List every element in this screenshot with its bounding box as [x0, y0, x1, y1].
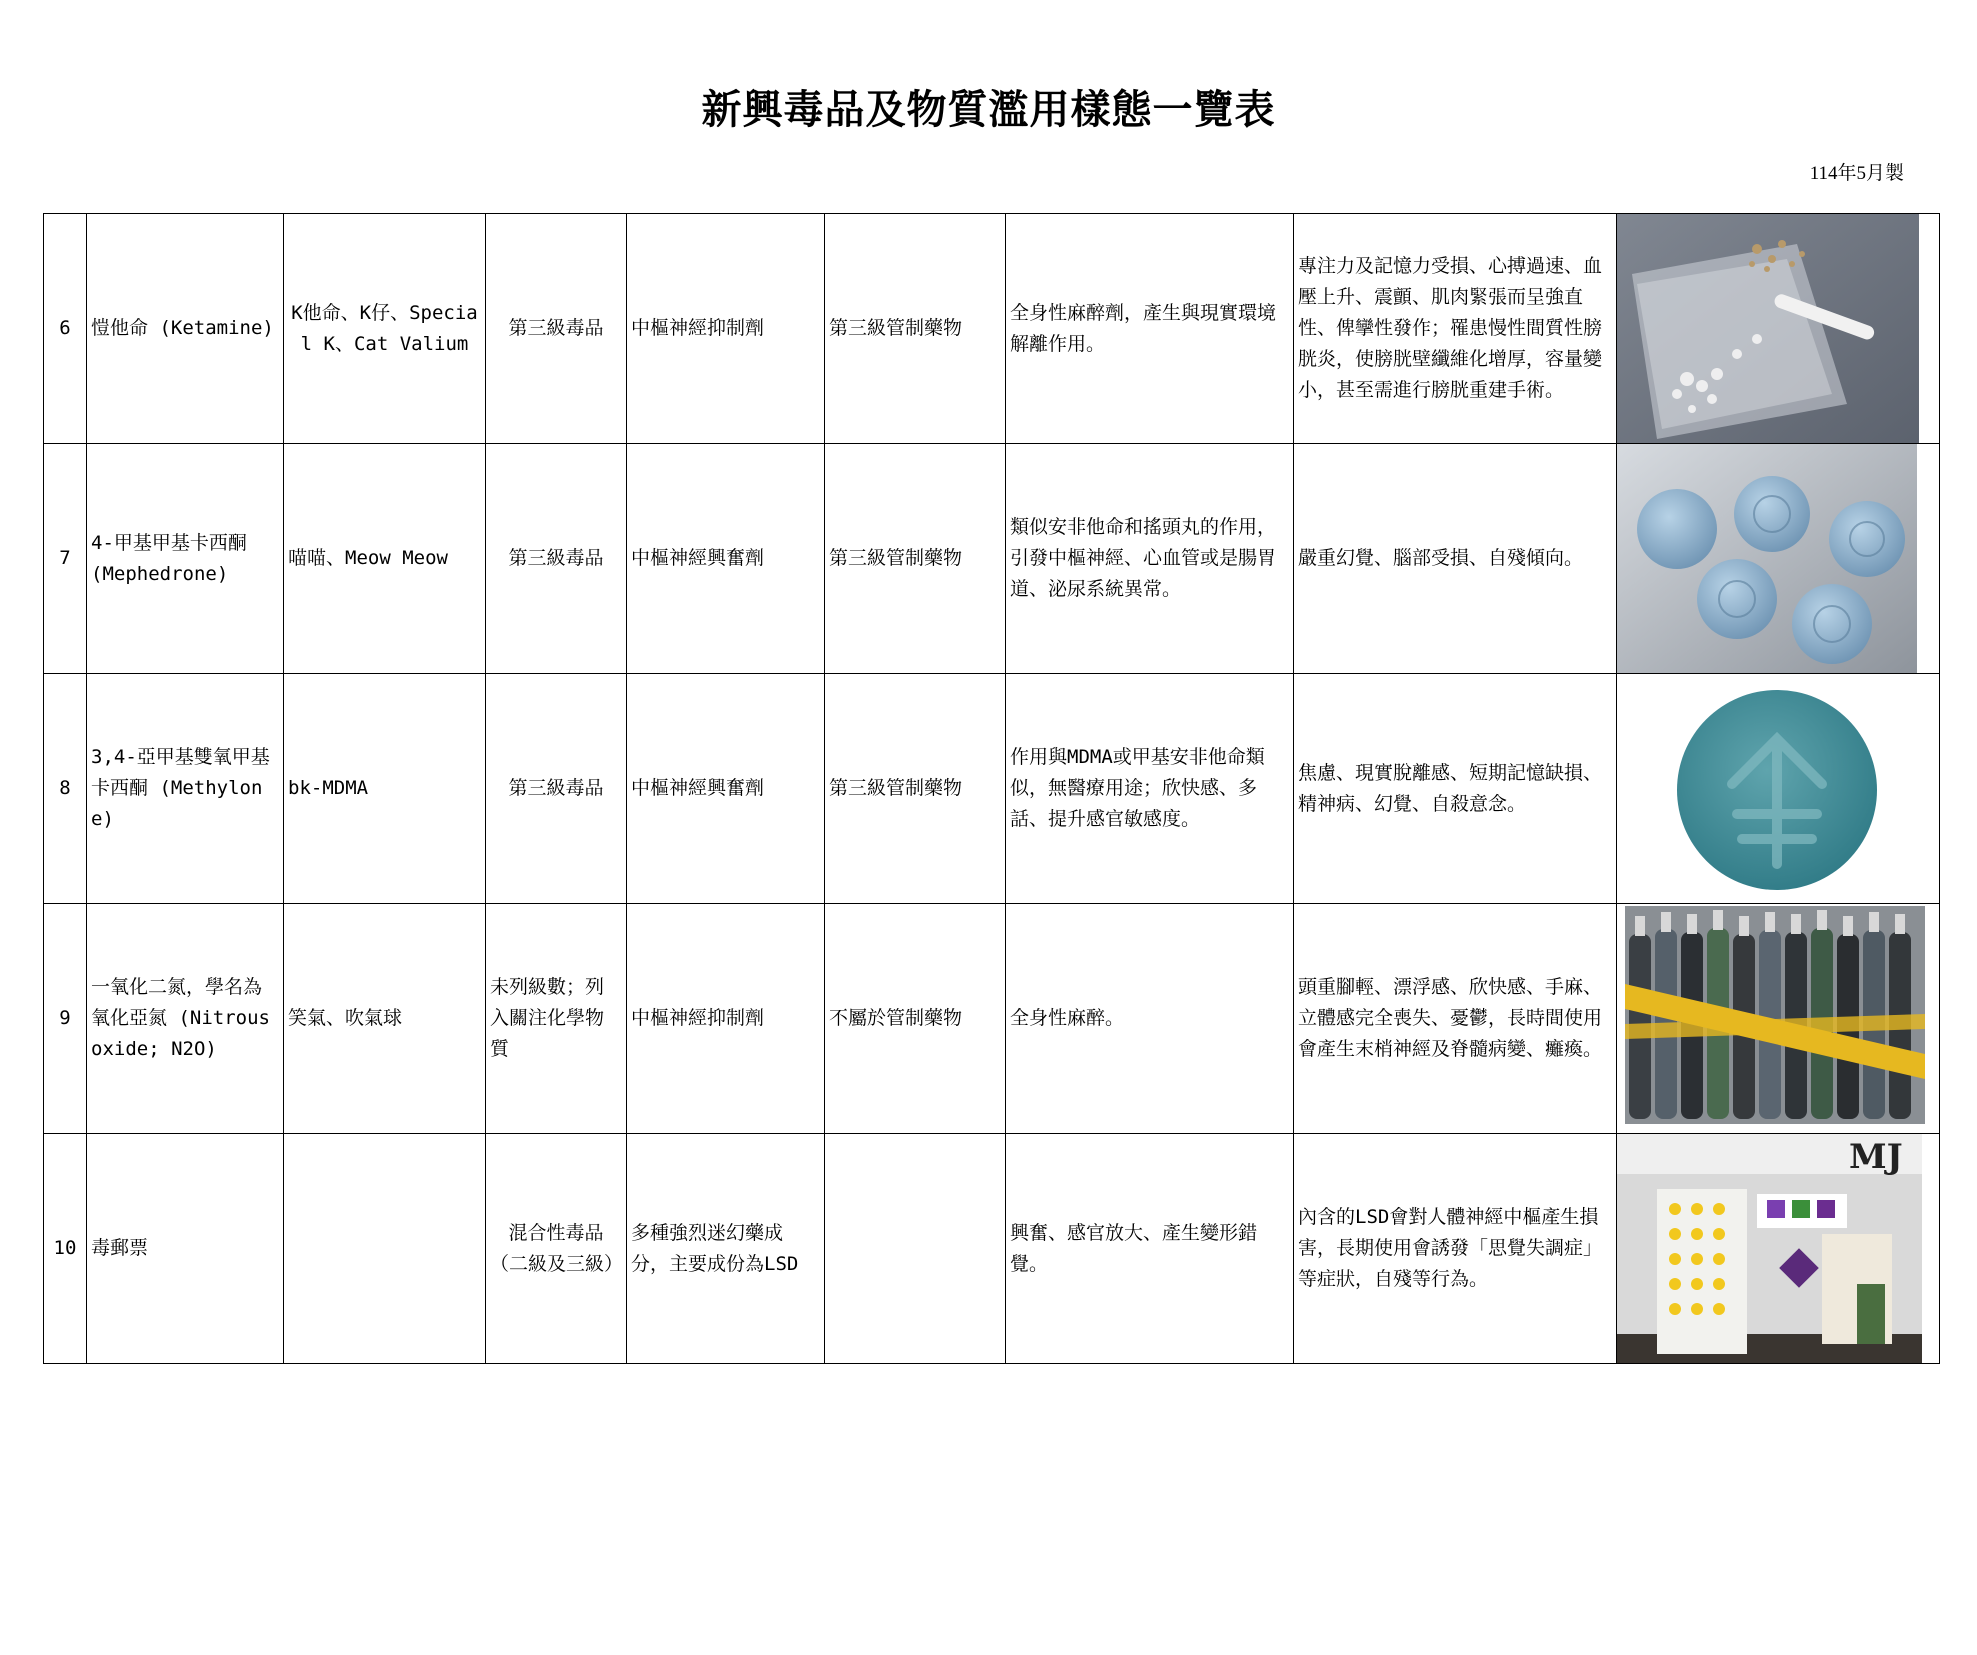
- drug-schedule: 第三級毒品: [486, 674, 627, 904]
- drug-harm: 專注力及記憶力受損、心搏過速、血壓上升、震顫、肌肉緊張而呈強直性、俾攣性發作；罹患慢性間質性膀胱炎，使膀胱壁纖維化增厚，容量變小，甚至需進行膀胱重建手術。: [1294, 214, 1617, 444]
- drug-effect: 全身性麻醉劑，產生與現實環境解離作用。: [1006, 214, 1294, 444]
- blue-pills-photo: [1617, 444, 1940, 674]
- drug-control: 不屬於管制藥物: [825, 904, 1006, 1134]
- drug-schedule: 第三級毒品: [486, 444, 627, 674]
- drug-harm: 頭重腳輕、漂浮感、欣快感、手麻、立體感完全喪失、憂鬱，長時間使用會產生末梢神經及脊髓病變、癱瘓。: [1294, 904, 1617, 1134]
- row-number: 10: [44, 1134, 87, 1364]
- gas-cylinders-photo: [1617, 904, 1940, 1134]
- drug-name: 愷他命 (Ketamine): [87, 214, 284, 444]
- drug-category: 中樞神經抑制劑: [627, 904, 825, 1134]
- drug-harm: 內含的LSD會對人體神經中樞產生損害，長期使用會誘發「思覺失調症」等症狀，自殘等行為。: [1294, 1134, 1617, 1364]
- photo-text: MJ: [1849, 1137, 1903, 1177]
- drug-category: 中樞神經抑制劑: [627, 214, 825, 444]
- teal-tablet-photo: [1617, 674, 1940, 904]
- table-row: [44, 444, 1940, 674]
- drug-schedule: 未列級數；列入關注化學物質: [486, 904, 627, 1134]
- table-row: [44, 904, 1940, 1134]
- drug-name: 一氧化二氮，學名為氧化亞氮 (Nitrous oxide; N2O): [87, 904, 284, 1134]
- drug-category: 中樞神經興奮劑: [627, 674, 825, 904]
- drug-aliases: K他命、K仔、Special K、Cat Valium: [284, 214, 486, 444]
- drug-category: 多種強烈迷幻藥成分，主要成份為LSD: [627, 1134, 825, 1364]
- drug-aliases: bk-MDMA: [284, 674, 486, 904]
- drug-category: 中樞神經興奮劑: [627, 444, 825, 674]
- drug-aliases: 喵喵、Meow Meow: [284, 444, 486, 674]
- drug-schedule: 第三級毒品: [486, 214, 627, 444]
- date-note: 114年5月製: [1809, 163, 1904, 184]
- row-number: 9: [44, 904, 87, 1134]
- drug-effect: 全身性麻醉。: [1006, 904, 1294, 1134]
- drug-effect: 作用與MDMA或甲基安非他命類似，無醫療用途；欣快感、多話、提升感官敏感度。: [1006, 674, 1294, 904]
- drug-name: 毒郵票: [87, 1134, 284, 1364]
- drug-name: 4-甲基甲基卡西酮 (Mephedrone): [87, 444, 284, 674]
- row-number: 8: [44, 674, 87, 904]
- drug-table: [43, 213, 1940, 1364]
- stamps-photo: [1617, 1134, 1940, 1364]
- drug-schedule: 混合性毒品（二級及三級）: [486, 1134, 627, 1364]
- row-number: 6: [44, 214, 87, 444]
- row-number: 7: [44, 444, 87, 674]
- drug-harm: 嚴重幻覺、腦部受損、自殘傾向。: [1294, 444, 1617, 674]
- drug-effect: 類似安非他命和搖頭丸的作用，引發中樞神經、心血管或是腸胃道、泌尿系統異常。: [1006, 444, 1294, 674]
- drug-harm: 焦慮、現實脫離感、短期記憶缺損、精神病、幻覺、自殺意念。: [1294, 674, 1617, 904]
- drug-aliases: 笑氣、吹氣球: [284, 904, 486, 1134]
- drug-effect: 興奮、感官放大、產生變形錯覺。: [1006, 1134, 1294, 1364]
- table-row: [44, 1134, 1940, 1364]
- drug-name: 3,4-亞甲基雙氧甲基卡西酮 (Methylone): [87, 674, 284, 904]
- page-title: 新興毒品及物質濫用樣態一覽表: [701, 87, 1276, 133]
- table-row: [44, 674, 1940, 904]
- drug-control: 第三級管制藥物: [825, 674, 1006, 904]
- drug-control: 第三級管制藥物: [825, 444, 1006, 674]
- drug-control: 第三級管制藥物: [825, 214, 1006, 444]
- table-row: [44, 214, 1940, 444]
- ketamine-powder-photo: [1617, 214, 1940, 444]
- drug-control: [825, 1134, 1006, 1364]
- drug-aliases: [284, 1134, 486, 1364]
